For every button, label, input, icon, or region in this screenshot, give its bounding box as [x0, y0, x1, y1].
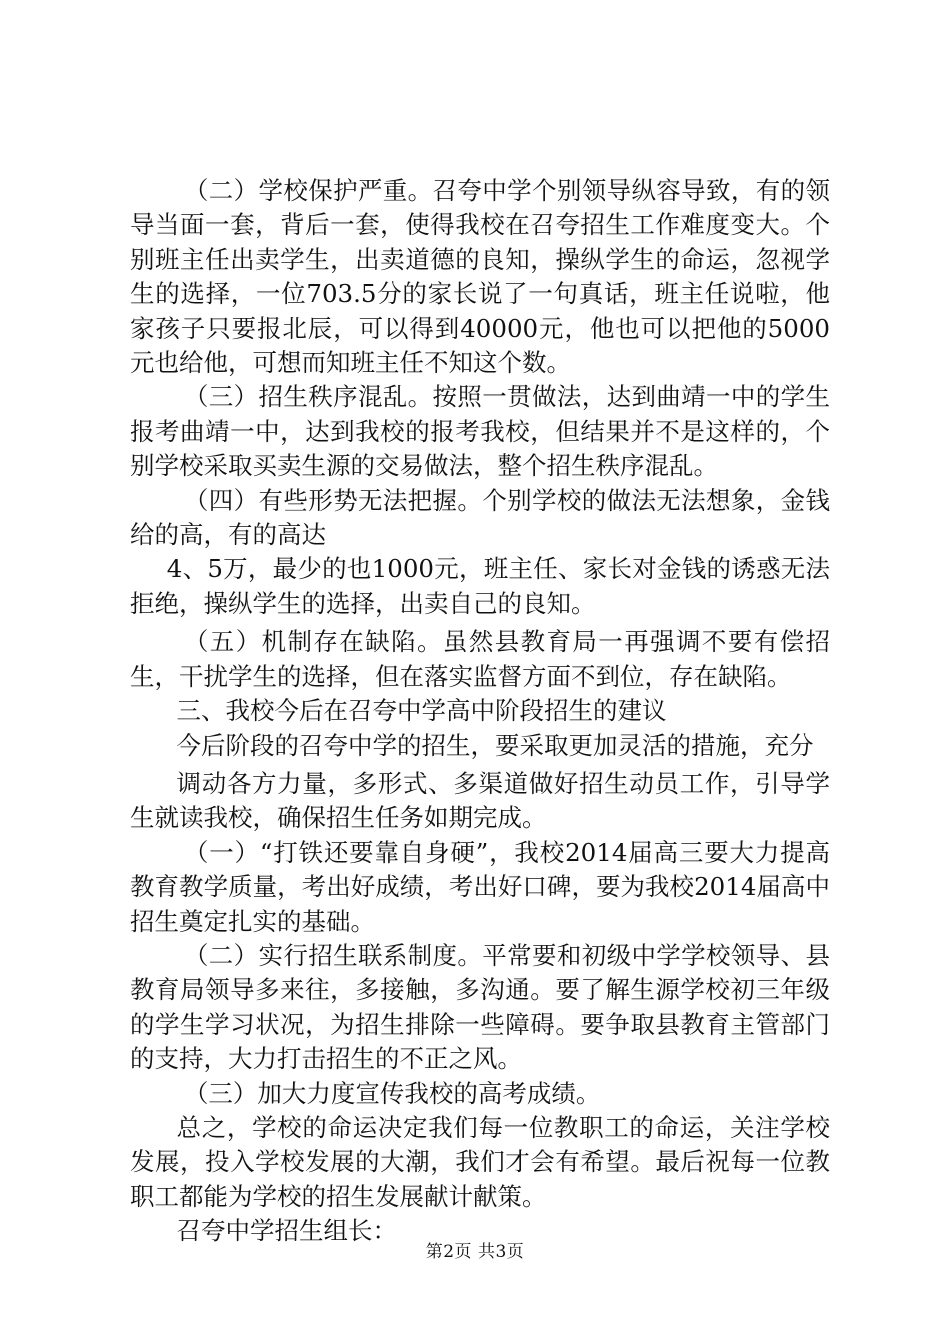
- paragraph-money-amounts: 4、5万，最少的也1000元，班主任、家长对金钱的诱惑无法拒绝，操纵学生的选择，出卖自己的良知。: [130, 554, 830, 618]
- document-body: [130, 174, 830, 1249]
- paragraph-uncontrollable-situation: （四）有些形势无法把握。个别学校的做法无法想象，金钱给的高，有的高达: [130, 485, 830, 550]
- paragraph-contact-system: （二）实行招生联系制度。平常要和初级中学学校领导、县教育局领导多来往，多接触，多沟通。要了解生源学校初三年级的学生学习状况，为招生排除一些障碍。要争取县教育主管部门的支持，大力打击招生的不正之风。: [130, 940, 830, 1074]
- paragraph-promote-results: （三）加大力度宣传我校的高考成绩。: [183, 1078, 601, 1108]
- paragraph-self-strength: （一）“打铁还要靠自身硬”，我校2014届高三要大力提高教育教学质量，考出好成绩，考出好口碑，要为我校2014届高中招生奠定扎实的基础。: [130, 837, 830, 936]
- paragraph-enrollment-disorder: （三）招生秩序混乱。按照一贯做法，达到曲靖一中的学生报考曲靖一中，达到我校的报考我校，但结果并不是这样的，个别学校采取买卖生源的交易做法，整个招生秩序混乱。: [130, 382, 830, 481]
- paragraph-conclusion: 总之，学校的命运决定我们每一位教职工的命运，关注学校发展，投入学校发展的大潮，我们才会有希望。最后祝每一位教职工都能为学校的招生发展献计献策。: [130, 1112, 830, 1211]
- paragraph-mechanism-defects: （五）机制存在缺陷。虽然县教育局一再强调不要有偿招生，干扰学生的选择，但在落实监督方面不到位，存在缺陷。: [130, 627, 830, 691]
- paragraph-mobilize-forces: 调动各方力量，多形式、多渠道做好招生动员工作，引导学生就读我校，确保招生任务如期完成。: [130, 768, 830, 833]
- section-heading-suggestions: 三、我校今后在召夸中学高中阶段招生的建议: [176, 696, 667, 726]
- paragraph-future-enrollment: 今后阶段的召夸中学的招生，要采取更加灵活的措施，充分: [176, 730, 814, 760]
- signature-line: 召夸中学招生组长：: [176, 1216, 398, 1246]
- paragraph-school-protection: （二）学校保护严重。召夸中学个别领导纵容导致，有的领导当面一套，背后一套，使得我校在召夸招生工作难度变大。个别班主任出卖学生，出卖道德的良知，操纵学生的命运，忽视学生的选择，一位703.5分的家长说了一句真话，班主任说啦，他家孩子只要报北辰，可以得到40000元，他也可以把他的5000元也给他，可想而知班主任不知这个数。: [130, 176, 830, 378]
- page-number-footer: 第2页 共3页: [425, 1242, 525, 1262]
